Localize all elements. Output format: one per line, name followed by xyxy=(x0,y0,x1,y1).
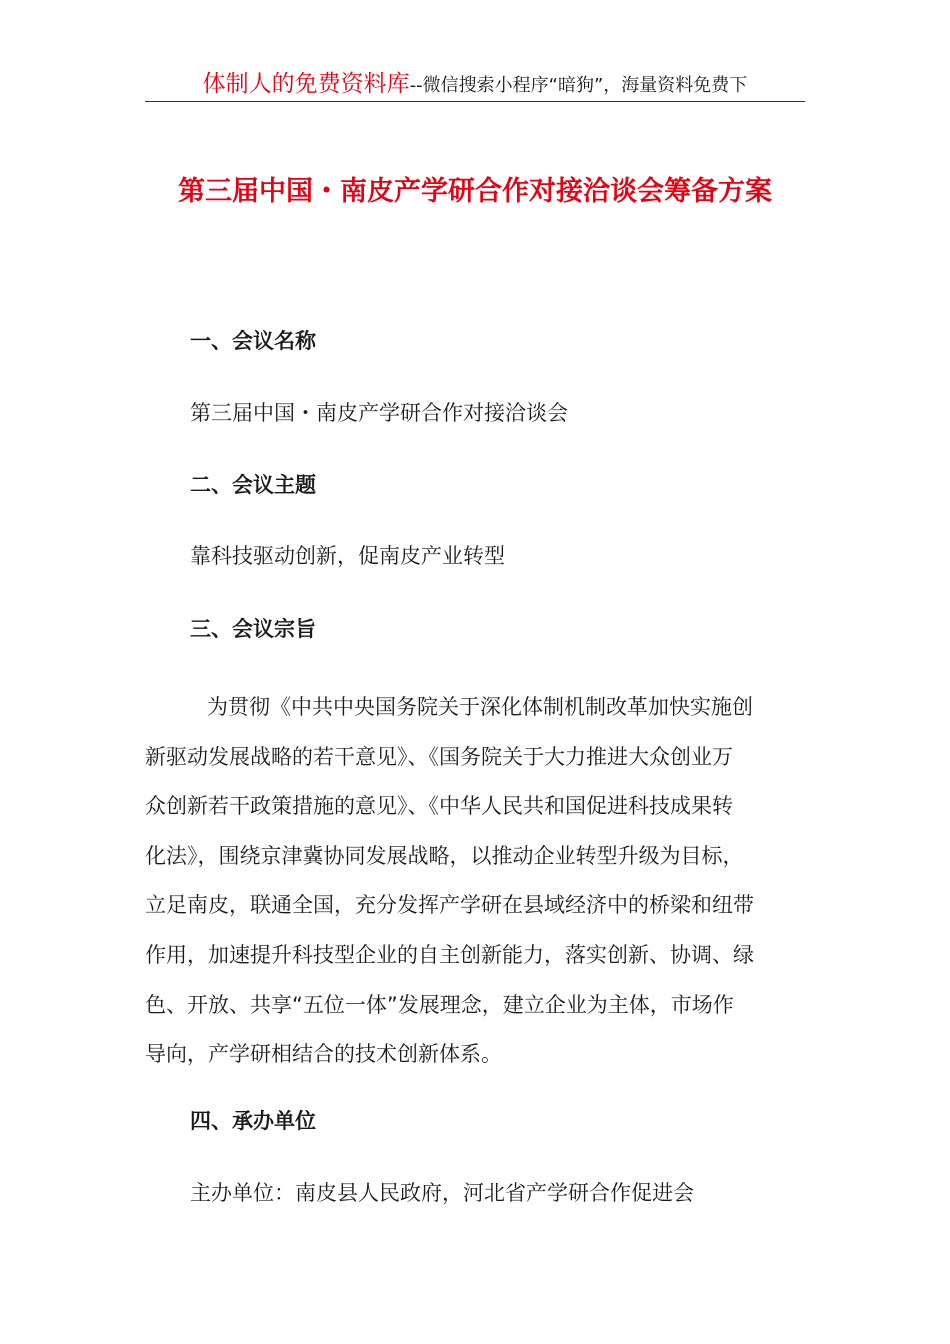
section-heading-meeting-theme: 二、会议主题 xyxy=(190,473,316,497)
header-brand: 体制人的免费资料库 xyxy=(202,71,410,97)
paragraph-line: 立足南皮，联通全国，充分发挥产学研在县域经济中的桥梁和纽带 xyxy=(145,893,754,918)
header-note: --微信搜索小程序“暗狗”，海量资料免费下 xyxy=(409,75,748,96)
section-text-meeting-theme: 靠科技驱动创新，促南皮产业转型 xyxy=(190,544,505,568)
paragraph-line: 导向，产学研相结合的技术创新体系。 xyxy=(145,1042,502,1067)
paragraph-line: 为贯彻《中共中央国务院关于深化体制机制改革加快实施创 xyxy=(207,695,753,719)
section-paragraph-meeting-purpose xyxy=(145,683,795,1080)
section-heading-organizers: 四、承办单位 xyxy=(190,1109,316,1133)
section-heading-meeting-purpose: 三、会议宗旨 xyxy=(190,617,316,641)
paragraph-line: 新驱动发展战略的若干意见》、《国务院关于大力推进大众创业万 xyxy=(145,744,733,769)
paragraph-line: 色、开放、共享“五位一体”发展理念，建立企业为主体，市场作 xyxy=(145,992,734,1017)
paragraph-line: 化法》，围绕京津冀协同发展战略，以推动企业转型升级为目标， xyxy=(145,843,744,868)
header-divider xyxy=(145,101,805,102)
paragraph-line: 众创新若干政策措施的意见》、《中华人民共和国促进科技成果转 xyxy=(145,794,733,819)
section-heading-meeting-name: 一、会议名称 xyxy=(190,329,316,353)
section-text-meeting-name: 第三届中国・南皮产学研合作对接洽谈会 xyxy=(190,401,568,425)
page-header xyxy=(145,68,805,100)
document-title: 第三届中国・南皮产学研合作对接洽谈会筹备方案 xyxy=(178,176,772,207)
paragraph-line: 作用，加速提升科技型企业的自主创新能力，落实创新、协调、绿 xyxy=(145,942,754,967)
section-text-organizers: 主办单位：南皮县人民政府，河北省产学研合作促进会 xyxy=(190,1181,694,1205)
